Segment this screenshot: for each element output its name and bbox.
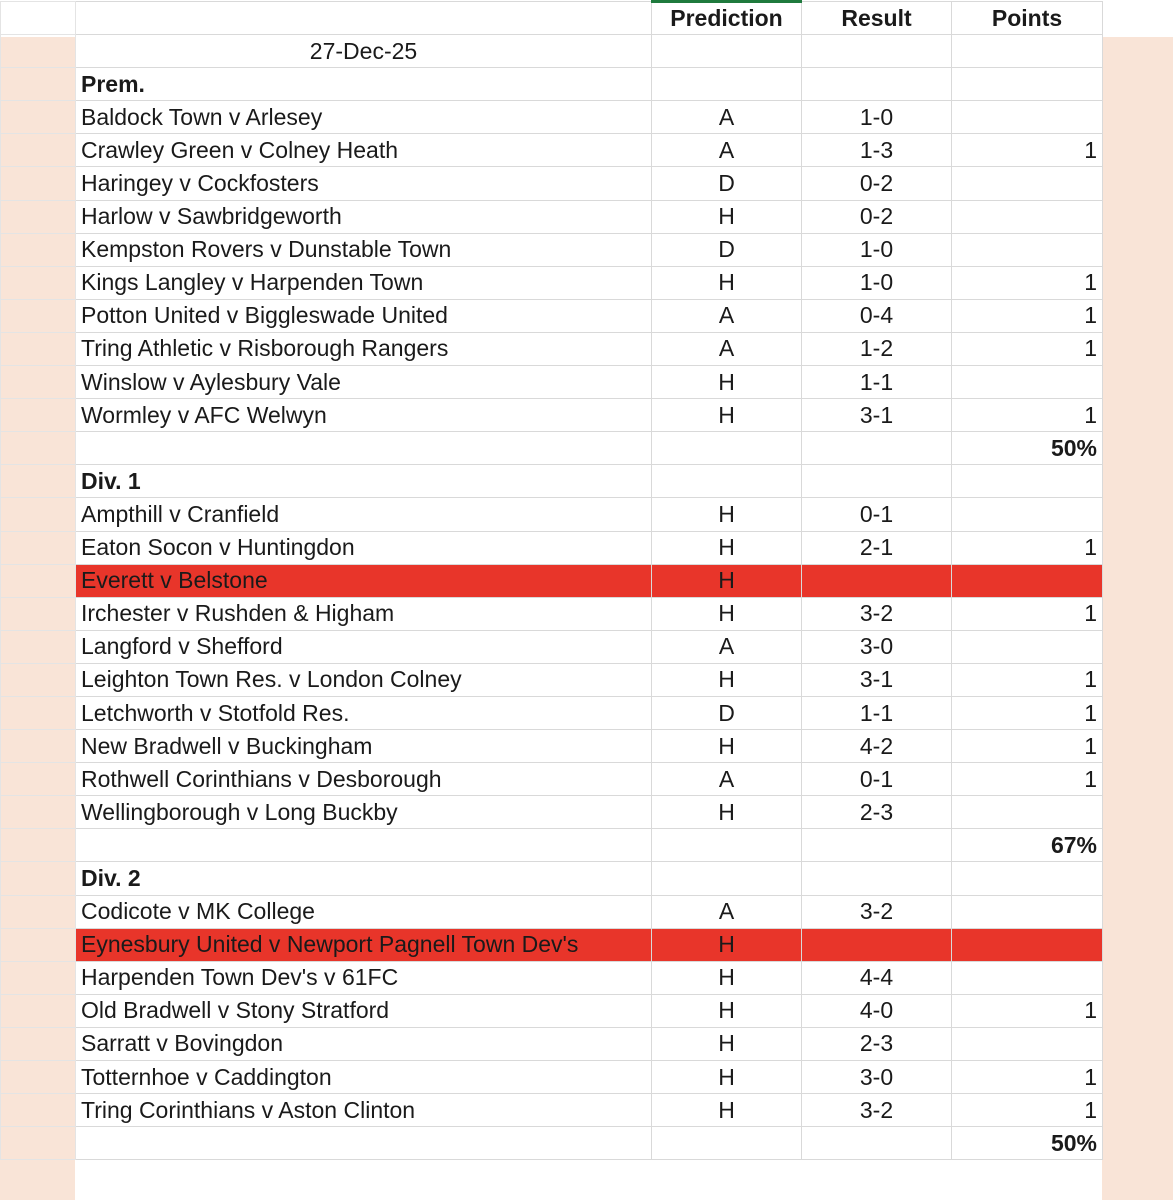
gutter-cell[interactable] [1, 597, 76, 630]
points-cell[interactable] [952, 1027, 1103, 1060]
points-cell[interactable] [952, 366, 1103, 399]
gutter-cell[interactable] [1, 432, 76, 465]
match-cell[interactable]: Winslow v Aylesbury Vale [76, 366, 652, 399]
gutter-cell[interactable] [1, 994, 76, 1027]
empty-cell[interactable] [652, 1127, 802, 1160]
section-total-row [1, 432, 1103, 465]
prediction-cell[interactable]: D [652, 167, 802, 200]
header-prediction[interactable]: Prediction [652, 2, 802, 35]
gutter-cell[interactable] [1, 1127, 76, 1160]
points-cell[interactable]: 1 [952, 299, 1103, 332]
gutter-cell[interactable] [1, 961, 76, 994]
empty-cell[interactable] [652, 465, 802, 498]
prediction-cell[interactable]: H [652, 994, 802, 1027]
prediction-cell[interactable]: D [652, 233, 802, 266]
prediction-cell[interactable]: H [652, 564, 802, 597]
points-cell[interactable]: 1 [952, 332, 1103, 365]
prediction-cell[interactable]: H [652, 266, 802, 299]
result-cell[interactable]: 1-3 [802, 134, 952, 167]
result-cell[interactable]: 4-4 [802, 961, 952, 994]
prediction-cell[interactable]: D [652, 696, 802, 729]
match-cell[interactable]: Baldock Town v Arlesey [76, 101, 652, 134]
gutter-cell[interactable] [1, 2, 76, 35]
section-title[interactable]: Div. 2 [76, 862, 652, 895]
section-title[interactable]: Prem. [76, 68, 652, 101]
gutter-cell[interactable] [1, 465, 76, 498]
match-cell[interactable]: Harlow v Sawbridgeworth [76, 200, 652, 233]
empty-cell[interactable] [802, 432, 952, 465]
match-row [1, 630, 1103, 663]
match-cell[interactable]: Codicote v MK College [76, 895, 652, 928]
gutter-cell[interactable] [1, 829, 76, 862]
result-cell[interactable]: 0-2 [802, 200, 952, 233]
match-cell[interactable]: Tring Athletic v Risborough Rangers [76, 332, 652, 365]
match-cell[interactable]: Crawley Green v Colney Heath [76, 134, 652, 167]
result-cell[interactable]: 1-1 [802, 366, 952, 399]
match-cell[interactable]: Letchworth v Stotfold Res. [76, 696, 652, 729]
points-cell[interactable]: 1 [952, 531, 1103, 564]
match-row [1, 233, 1103, 266]
empty-cell[interactable] [652, 432, 802, 465]
empty-cell[interactable] [802, 68, 952, 101]
empty-cell[interactable] [652, 68, 802, 101]
gutter-cell[interactable] [1, 266, 76, 299]
gutter-cell[interactable] [1, 796, 76, 829]
prediction-cell[interactable]: H [652, 730, 802, 763]
empty-cell[interactable] [76, 829, 652, 862]
match-cell[interactable]: Haringey v Cockfosters [76, 167, 652, 200]
match-row [1, 730, 1103, 763]
header-match-cell[interactable] [76, 2, 652, 35]
result-cell[interactable]: 3-1 [802, 663, 952, 696]
gutter-cell[interactable] [1, 1094, 76, 1127]
prediction-cell[interactable]: H [652, 531, 802, 564]
prediction-cell[interactable]: H [652, 928, 802, 961]
result-cell[interactable]: 1-0 [802, 266, 952, 299]
empty-cell[interactable] [802, 465, 952, 498]
prediction-cell[interactable]: A [652, 895, 802, 928]
result-cell[interactable]: 1-1 [802, 696, 952, 729]
points-cell[interactable]: 1 [952, 134, 1103, 167]
date-row [1, 35, 1103, 68]
empty-cell[interactable] [652, 862, 802, 895]
gutter-cell[interactable] [1, 35, 76, 68]
gutter-cell[interactable] [1, 233, 76, 266]
header-result[interactable]: Result [802, 2, 952, 35]
points-cell[interactable]: 1 [952, 730, 1103, 763]
result-cell[interactable] [802, 564, 952, 597]
match-cell[interactable]: Eynesbury United v Newport Pagnell Town Dev's [76, 928, 652, 961]
gutter-cell[interactable] [1, 1027, 76, 1060]
result-cell[interactable]: 3-2 [802, 895, 952, 928]
result-cell[interactable]: 0-1 [802, 498, 952, 531]
match-row [1, 961, 1103, 994]
result-cell[interactable]: 0-4 [802, 299, 952, 332]
match-row [1, 366, 1103, 399]
result-cell[interactable]: 3-2 [802, 597, 952, 630]
points-cell[interactable] [952, 796, 1103, 829]
match-row [1, 597, 1103, 630]
prediction-cell[interactable]: H [652, 597, 802, 630]
gutter-cell[interactable] [1, 663, 76, 696]
points-cell[interactable]: 1 [952, 696, 1103, 729]
match-cell[interactable]: Ampthill v Cranfield [76, 498, 652, 531]
prediction-cell[interactable]: A [652, 332, 802, 365]
points-cell[interactable]: 1 [952, 763, 1103, 796]
gutter-cell[interactable] [1, 167, 76, 200]
gutter-cell[interactable] [1, 1061, 76, 1094]
prediction-cell[interactable]: A [652, 299, 802, 332]
match-row [1, 1027, 1103, 1060]
points-cell[interactable]: 1 [952, 663, 1103, 696]
points-cell[interactable]: 1 [952, 266, 1103, 299]
match-row [1, 266, 1103, 299]
prediction-cell[interactable]: H [652, 1061, 802, 1094]
section-total-percent[interactable]: 50% [952, 1127, 1103, 1160]
date-cell[interactable]: 27-Dec-25 [76, 35, 652, 68]
result-cell[interactable]: 1-0 [802, 101, 952, 134]
match-row [1, 796, 1103, 829]
match-row [1, 167, 1103, 200]
points-cell[interactable] [952, 564, 1103, 597]
header-points[interactable]: Points [952, 2, 1103, 35]
match-row [1, 200, 1103, 233]
section-header-row [1, 465, 1103, 498]
section-title[interactable]: Div. 1 [76, 465, 652, 498]
match-cell[interactable]: Langford v Shefford [76, 630, 652, 663]
empty-cell[interactable] [952, 35, 1103, 68]
result-cell[interactable]: 4-0 [802, 994, 952, 1027]
result-cell[interactable] [802, 928, 952, 961]
points-cell[interactable] [952, 928, 1103, 961]
gutter-cell[interactable] [1, 134, 76, 167]
empty-cell[interactable] [76, 1127, 652, 1160]
result-cell[interactable]: 0-1 [802, 763, 952, 796]
prediction-cell[interactable]: H [652, 1027, 802, 1060]
match-cell[interactable]: Old Bradwell v Stony Stratford [76, 994, 652, 1027]
points-cell[interactable] [952, 200, 1103, 233]
points-cell[interactable]: 1 [952, 994, 1103, 1027]
section-total-row [1, 1127, 1103, 1160]
points-cell[interactable] [952, 895, 1103, 928]
points-cell[interactable] [952, 498, 1103, 531]
match-cell[interactable]: Sarratt v Bovingdon [76, 1027, 652, 1060]
empty-cell[interactable] [802, 862, 952, 895]
match-cell[interactable]: Tring Corinthians v Aston Clinton [76, 1094, 652, 1127]
match-row [1, 101, 1103, 134]
gutter-cell[interactable] [1, 200, 76, 233]
points-cell[interactable] [952, 167, 1103, 200]
gutter-cell[interactable] [1, 101, 76, 134]
match-cell[interactable]: Leighton Town Res. v London Colney [76, 663, 652, 696]
match-row [1, 1094, 1103, 1127]
points-cell[interactable] [952, 961, 1103, 994]
prediction-cell[interactable]: A [652, 630, 802, 663]
points-cell[interactable] [952, 233, 1103, 266]
match-row [1, 763, 1103, 796]
empty-cell[interactable] [652, 829, 802, 862]
result-cell[interactable]: 0-2 [802, 167, 952, 200]
match-row [1, 696, 1103, 729]
section-total-percent[interactable]: 50% [952, 432, 1103, 465]
result-cell[interactable]: 2-1 [802, 531, 952, 564]
section-header-row [1, 68, 1103, 101]
gutter-cell[interactable] [1, 332, 76, 365]
gutter-cell[interactable] [1, 895, 76, 928]
gutter-cell[interactable] [1, 68, 76, 101]
gutter-cell[interactable] [1, 399, 76, 432]
prediction-cell[interactable]: H [652, 1094, 802, 1127]
prediction-cell[interactable]: A [652, 101, 802, 134]
prediction-cell[interactable]: H [652, 663, 802, 696]
match-cell[interactable]: Everett v Belstone [76, 564, 652, 597]
match-row [1, 564, 1103, 597]
match-cell[interactable]: Potton United v Biggleswade United [76, 299, 652, 332]
result-cell[interactable]: 3-0 [802, 1061, 952, 1094]
match-row [1, 299, 1103, 332]
match-cell[interactable]: New Bradwell v Buckingham [76, 730, 652, 763]
match-cell[interactable]: Rothwell Corinthians v Desborough [76, 763, 652, 796]
match-row [1, 895, 1103, 928]
match-row [1, 134, 1103, 167]
points-cell[interactable]: 1 [952, 1061, 1103, 1094]
match-cell[interactable]: Eaton Socon v Huntingdon [76, 531, 652, 564]
gutter-cell[interactable] [1, 730, 76, 763]
header-row [1, 2, 1103, 35]
gutter-cell[interactable] [1, 763, 76, 796]
match-row [1, 399, 1103, 432]
result-cell[interactable]: 4-2 [802, 730, 952, 763]
empty-cell[interactable] [952, 68, 1103, 101]
points-cell[interactable]: 1 [952, 399, 1103, 432]
section-header-row [1, 862, 1103, 895]
match-row [1, 498, 1103, 531]
match-cell[interactable]: Harpenden Town Dev's v 61FC [76, 961, 652, 994]
match-row [1, 663, 1103, 696]
result-cell[interactable]: 3-2 [802, 1094, 952, 1127]
empty-cell[interactable] [802, 829, 952, 862]
points-cell[interactable] [952, 101, 1103, 134]
prediction-cell[interactable]: H [652, 961, 802, 994]
prediction-cell[interactable]: H [652, 366, 802, 399]
gutter-cell[interactable] [1, 498, 76, 531]
gutter-cell[interactable] [1, 862, 76, 895]
empty-cell[interactable] [652, 35, 802, 68]
match-row [1, 531, 1103, 564]
section-total-percent[interactable]: 67% [952, 829, 1103, 862]
empty-cell[interactable] [952, 862, 1103, 895]
prediction-cell[interactable]: H [652, 498, 802, 531]
result-cell[interactable]: 3-1 [802, 399, 952, 432]
gutter-cell[interactable] [1, 531, 76, 564]
match-cell[interactable]: Kempston Rovers v Dunstable Town [76, 233, 652, 266]
match-row [1, 1061, 1103, 1094]
empty-cell[interactable] [952, 465, 1103, 498]
match-cell[interactable]: Totternhoe v Caddington [76, 1061, 652, 1094]
match-cell[interactable]: Wellingborough v Long Buckby [76, 796, 652, 829]
gutter-cell[interactable] [1, 928, 76, 961]
points-cell[interactable] [952, 630, 1103, 663]
gutter-cell[interactable] [1, 630, 76, 663]
result-cell[interactable]: 1-2 [802, 332, 952, 365]
gutter-cell[interactable] [1, 299, 76, 332]
empty-cell[interactable] [802, 1127, 952, 1160]
right-margin-fill [1102, 37, 1173, 1200]
match-cell[interactable]: Irchester v Rushden & Higham [76, 597, 652, 630]
points-cell[interactable]: 1 [952, 1094, 1103, 1127]
match-row [1, 332, 1103, 365]
match-row [1, 928, 1103, 961]
empty-cell[interactable] [76, 432, 652, 465]
match-row [1, 994, 1103, 1027]
prediction-cell[interactable]: H [652, 200, 802, 233]
prediction-cell[interactable]: A [652, 134, 802, 167]
gutter-cell[interactable] [1, 564, 76, 597]
result-cell[interactable]: 1-0 [802, 233, 952, 266]
gutter-cell[interactable] [1, 366, 76, 399]
gutter-cell[interactable] [1, 696, 76, 729]
prediction-cell[interactable]: H [652, 399, 802, 432]
match-cell[interactable]: Kings Langley v Harpenden Town [76, 266, 652, 299]
match-cell[interactable]: Wormley v AFC Welwyn [76, 399, 652, 432]
empty-cell[interactable] [802, 35, 952, 68]
prediction-cell[interactable]: A [652, 763, 802, 796]
result-cell[interactable]: 3-0 [802, 630, 952, 663]
prediction-cell[interactable]: H [652, 796, 802, 829]
result-cell[interactable]: 2-3 [802, 1027, 952, 1060]
section-total-row [1, 829, 1103, 862]
points-cell[interactable]: 1 [952, 597, 1103, 630]
result-cell[interactable]: 2-3 [802, 796, 952, 829]
